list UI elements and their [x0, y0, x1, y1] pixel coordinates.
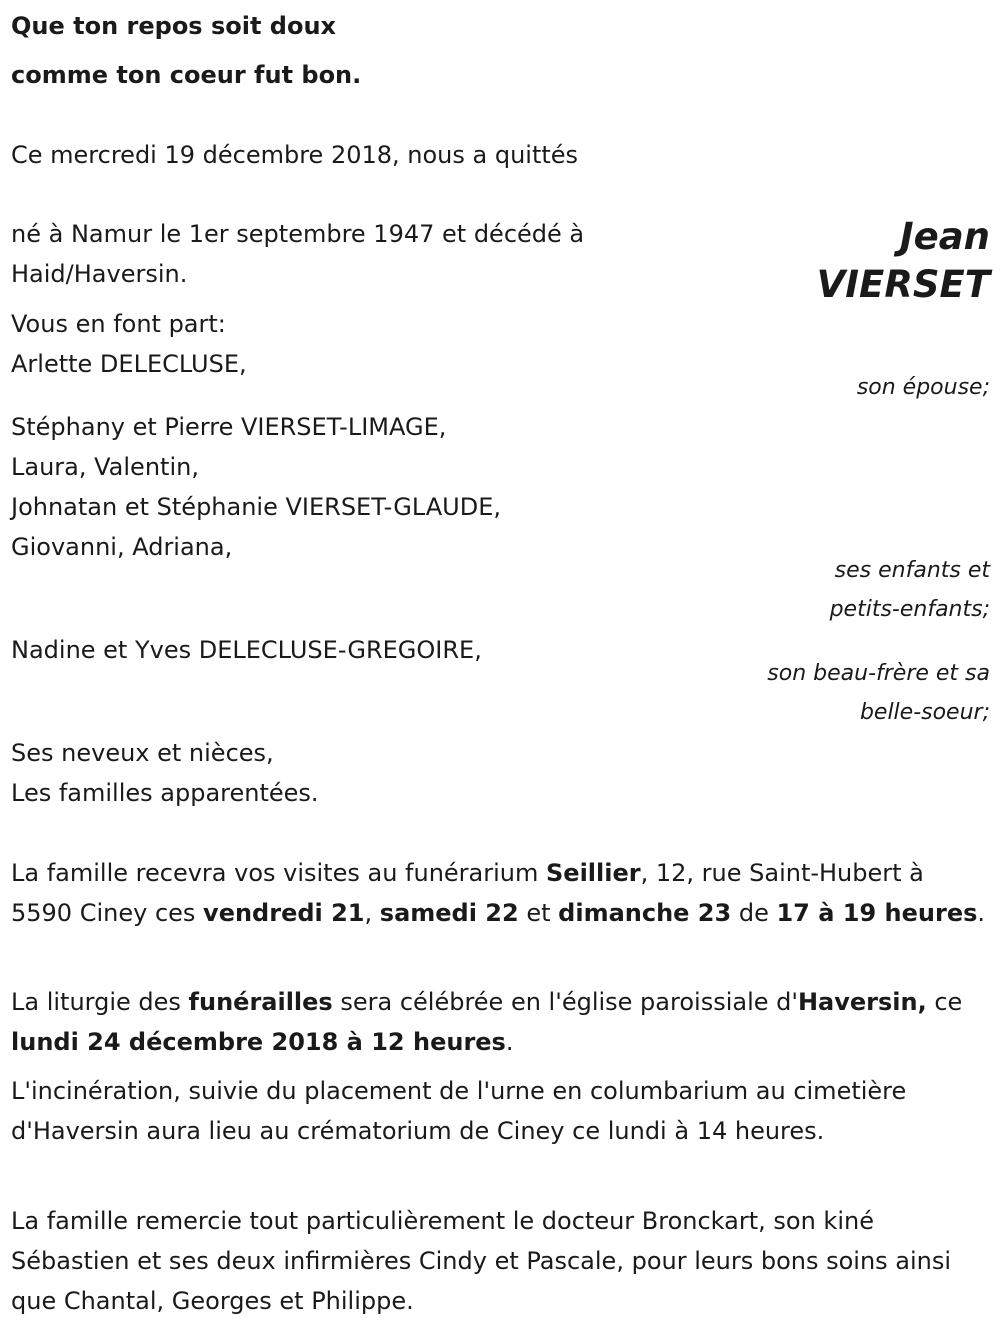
announcement-heading: Vous en font part:: [11, 310, 226, 338]
children-relation-2: petits-enfants;: [829, 597, 990, 622]
children-relation-1: ses enfants et: [834, 558, 990, 583]
others-line-2: Les familles apparentées.: [11, 779, 319, 807]
visits-text-5: de: [731, 899, 777, 927]
inlaws-relation-1: son beau-frère et sa: [767, 661, 990, 686]
child-line-3: Johnatan et Stéphanie VIERSET-GLAUDE,: [11, 493, 501, 521]
child-line-4: Giovanni, Adriana,: [11, 533, 233, 561]
visits-text-2: , 12, rue Saint-Hubert à 5590 Ciney ces: [11, 859, 924, 927]
visits-paragraph: [11, 853, 991, 933]
visits-text-4: et: [518, 899, 559, 927]
visits-text-3: ,: [364, 899, 380, 927]
funeral-bold-1: funérailles: [188, 988, 333, 1016]
deceased-last-name: VIERSET: [816, 263, 990, 306]
intro-text: Ce mercredi 19 décembre 2018, nous a quittés: [11, 141, 579, 169]
visits-bold-5: 17 à 19 heures: [776, 899, 978, 927]
visits-bold-3: samedi 22: [379, 899, 519, 927]
funeral-paragraph: [11, 982, 991, 1062]
birth-line-2: Haid/Haversin.: [11, 260, 188, 288]
funeral-text-2: sera célébrée en l'église paroissiale d': [332, 988, 798, 1016]
quote-line-1: Que ton repos soit doux: [11, 12, 337, 40]
visits-text-6: .: [977, 899, 986, 927]
funeral-text-4: .: [505, 1028, 514, 1056]
inlaws-relation-2: belle-soeur;: [859, 700, 990, 725]
funeral-text-1: La liturgie des: [11, 988, 189, 1016]
deceased-first-name: Jean: [899, 215, 990, 258]
funeral-bold-2: Haversin,: [797, 988, 927, 1016]
child-line-1: Stéphany et Pierre VIERSET-LIMAGE,: [11, 413, 447, 441]
visits-bold-1: Seillier: [546, 859, 641, 887]
funeral-bold-3: lundi 24 décembre 2018 à 12 heures: [11, 1028, 506, 1056]
cremation-paragraph: L'incinération, suivie du placement de l'urne en columbarium au cimetière d'Haversin aura lieu au crématorium de Ciney ce lundi à 14 heures.: [11, 1077, 907, 1145]
funeral-text-3: ce: [926, 988, 963, 1016]
quote-line-2: comme ton coeur fut bon.: [11, 61, 362, 89]
others-line-1: Ses neveux et nièces,: [11, 739, 274, 767]
child-line-2: Laura, Valentin,: [11, 453, 199, 481]
visits-text-1: La famille recevra vos visites au funérarium: [11, 859, 546, 887]
visits-bold-4: dimanche 23: [558, 899, 732, 927]
inlaws-name: Nadine et Yves DELECLUSE-GREGOIRE,: [11, 636, 482, 664]
spouse-relation: son épouse;: [856, 375, 990, 400]
spouse-name: Arlette DELECLUSE,: [11, 350, 247, 378]
thanks-paragraph: La famille remercie tout particulièrement le docteur Bronckart, son kiné Sébastien et ses deux infirmières Cindy et Pascale, pour leurs bons soins ainsi que Chantal, Georges et Philippe.: [11, 1207, 952, 1315]
birth-line-1: né à Namur le 1er septembre 1947 et décédé à: [11, 220, 585, 248]
visits-bold-2: vendredi 21: [203, 899, 365, 927]
